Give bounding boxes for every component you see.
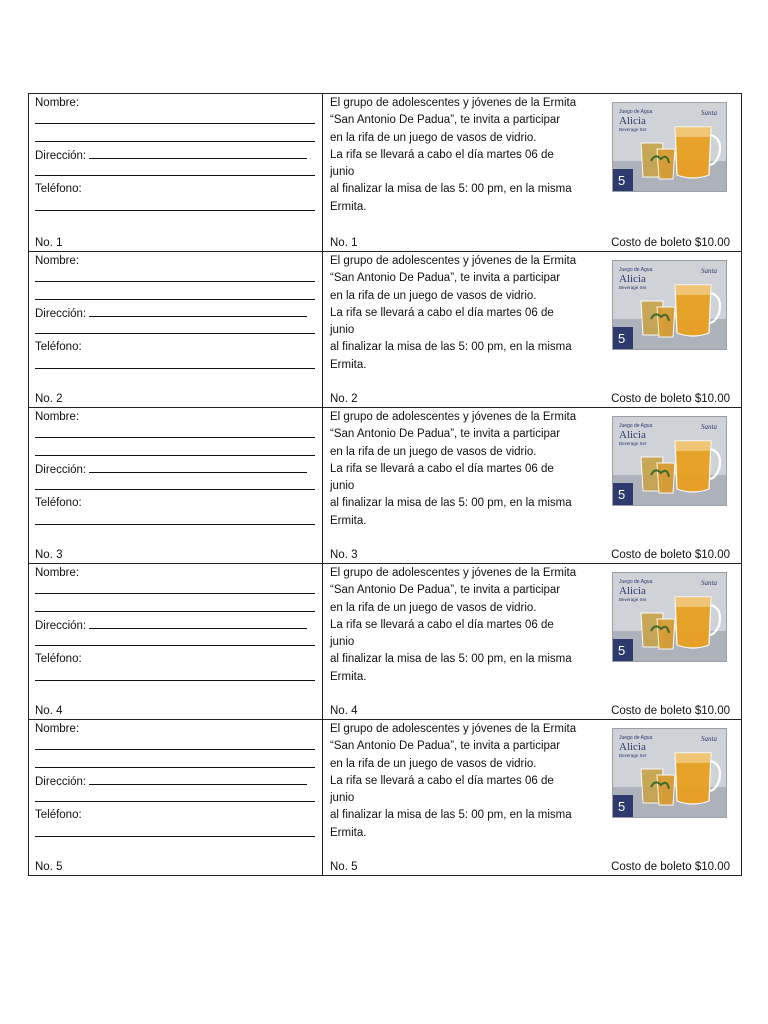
phone-line[interactable] [35, 669, 316, 686]
invitation-line: en la rifa de un juego de vasos de vidrio. [330, 445, 537, 458]
glass-set-photo [612, 728, 727, 818]
invitation-line: El grupo de adolescentes y jóvenes de la Ermita [330, 723, 577, 735]
glass-set-photo [612, 260, 727, 350]
name-line-2[interactable] [35, 756, 316, 773]
invitation-line: junio [330, 166, 355, 179]
ticket-main [324, 408, 741, 563]
address-blank-2[interactable] [35, 790, 315, 802]
address-label: Dirección: [35, 619, 87, 632]
phone-blank[interactable] [35, 357, 315, 369]
raffle-ticket [29, 407, 741, 563]
address-row[interactable] [35, 461, 316, 478]
glass-set-illustration [613, 729, 726, 817]
name-line-2[interactable] [35, 130, 316, 147]
glass-2 [657, 775, 675, 805]
phone-blank[interactable] [35, 669, 315, 681]
invitation-line: junio [330, 480, 355, 493]
ticket-stub [29, 408, 323, 563]
name-blank-2[interactable] [35, 288, 315, 300]
name-label: Nombre: [35, 97, 80, 109]
ticket-main [324, 720, 741, 875]
glass-set-illustration [613, 417, 726, 505]
address-label: Dirección: [35, 775, 87, 788]
address-line-2[interactable] [35, 164, 316, 181]
address-label: Dirección: [35, 463, 87, 476]
name-blank-1[interactable] [35, 738, 315, 750]
box-logo: Santa [701, 267, 717, 275]
name-line-2[interactable] [35, 600, 316, 617]
invitation-line: El grupo de adolescentes y jóvenes de la Ermita [330, 97, 577, 109]
invitation-line: al finalizar la misa de las 5: 00 pm, en la misma [330, 341, 572, 354]
address-blank-1[interactable] [89, 773, 307, 785]
invitation-line: Ermita. [330, 826, 367, 839]
ticket-price: Costo de boleto $10.00 [611, 393, 730, 405]
invitation-line: al finalizar la misa de las 5: 00 pm, en la misma [330, 809, 572, 822]
box-logo: Santa [701, 735, 717, 743]
invitation-text [330, 409, 598, 530]
ticket-stub [29, 564, 323, 719]
box-count: 5 [618, 643, 626, 658]
phone-blank[interactable] [35, 825, 315, 837]
invitation-line: al finalizar la misa de las 5: 00 pm, en la misma [330, 653, 572, 666]
name-label-row [35, 409, 316, 426]
address-label: Dirección: [35, 307, 87, 320]
address-blank-2[interactable] [35, 478, 315, 490]
invitation-line: El grupo de adolescentes y jóvenes de la Ermita [330, 255, 577, 267]
phone-label-row [35, 495, 316, 512]
raffle-ticket [29, 563, 741, 719]
name-blank-2[interactable] [35, 130, 315, 142]
ticket-stub [29, 94, 323, 251]
box-name: Alicia [619, 273, 646, 285]
invitation-line: en la rifa de un juego de vasos de vidrio. [330, 757, 537, 770]
stub-number: No. 1 [35, 237, 63, 249]
main-number: No. 2 [330, 393, 358, 405]
invitation-line: “San Antonio De Padua”, te invita a participar [330, 584, 561, 597]
phone-label: Teléfono: [35, 497, 82, 510]
box-brand-small: Juego de Agua [619, 735, 653, 741]
box-logo: Santa [701, 579, 717, 587]
box-count: 5 [618, 331, 626, 346]
name-line-2[interactable] [35, 288, 316, 305]
invitation-line: El grupo de adolescentes y jóvenes de la Ermita [330, 567, 577, 579]
glass-set-photo [612, 416, 727, 506]
ticket-main [324, 564, 741, 719]
box-count: 5 [618, 173, 626, 188]
address-label: Dirección: [35, 149, 87, 162]
box-brand-small: Juego de Agua [619, 579, 653, 585]
invitation-line: “San Antonio De Padua”, te invita a participar [330, 740, 561, 753]
ticket-main [324, 94, 741, 251]
invitation-line: La rifa se llevará a cabo el día martes 06 de [330, 148, 554, 161]
pitcher-top [675, 127, 711, 137]
phone-label-row [35, 807, 316, 824]
address-line-2[interactable] [35, 634, 316, 651]
invitation-line: La rifa se llevará a cabo el día martes 06 de [330, 774, 554, 787]
name-blank-2[interactable] [35, 600, 315, 612]
stub-number: No. 4 [35, 705, 63, 717]
main-number: No. 3 [330, 549, 358, 561]
phone-line[interactable] [35, 357, 316, 374]
phone-label-row [35, 651, 316, 668]
address-row[interactable] [35, 147, 316, 164]
name-label: Nombre: [35, 255, 80, 267]
invitation-line: en la rifa de un juego de vasos de vidrio. [330, 131, 537, 144]
name-label: Nombre: [35, 723, 80, 735]
stub-number: No. 2 [35, 393, 63, 405]
name-label-row [35, 95, 316, 112]
phone-blank[interactable] [35, 513, 315, 525]
invitation-line: junio [330, 324, 355, 337]
box-logo: Santa [701, 423, 717, 431]
invitation-line: al finalizar la misa de las 5: 00 pm, en la misma [330, 183, 572, 196]
glass-2 [657, 619, 675, 649]
box-subtitle: Beverage Set [619, 127, 647, 132]
name-label: Nombre: [35, 567, 80, 579]
stub-number: No. 5 [35, 861, 63, 873]
raffle-ticket [29, 94, 741, 251]
box-logo: Santa [701, 109, 717, 117]
box-name: Alicia [619, 429, 646, 441]
ticket-stub [29, 252, 323, 407]
glass-set-illustration [613, 103, 726, 191]
name-blank-1[interactable] [35, 582, 315, 594]
box-name: Alicia [619, 741, 646, 753]
name-line-1[interactable] [35, 426, 316, 443]
glass-2 [657, 307, 675, 337]
phone-label: Teléfono: [35, 809, 82, 822]
box-count: 5 [618, 799, 626, 814]
glass-set-photo [612, 102, 727, 192]
main-number: No. 4 [330, 705, 358, 717]
invitation-text [330, 565, 598, 686]
address-row[interactable] [35, 305, 316, 322]
box-name: Alicia [619, 585, 646, 597]
name-label-row [35, 253, 316, 270]
phone-label: Teléfono: [35, 653, 82, 666]
ticket-price: Costo de boleto $10.00 [611, 549, 730, 561]
invitation-line: “San Antonio De Padua”, te invita a participar [330, 114, 561, 127]
phone-blank[interactable] [35, 199, 315, 211]
address-blank-1[interactable] [89, 147, 307, 159]
glass-2 [657, 463, 675, 493]
ticket-price: Costo de boleto $10.00 [611, 237, 730, 249]
name-blank-1[interactable] [35, 270, 315, 282]
raffle-ticket [29, 251, 741, 407]
address-blank-1[interactable] [89, 305, 307, 317]
invitation-line: “San Antonio De Padua”, te invita a participar [330, 428, 561, 441]
invitation-line: El grupo de adolescentes y jóvenes de la Ermita [330, 411, 577, 423]
ticket-price: Costo de boleto $10.00 [611, 861, 730, 873]
box-subtitle: Beverage Set [619, 753, 647, 758]
invitation-line: Ermita. [330, 358, 367, 371]
ticket-stub [29, 720, 323, 875]
phone-label: Teléfono: [35, 341, 82, 354]
raffle-ticket-sheet [28, 93, 742, 876]
name-line-1[interactable] [35, 270, 316, 287]
address-line-2[interactable] [35, 790, 316, 807]
pitcher-top [675, 441, 711, 451]
box-count: 5 [618, 487, 626, 502]
stub-number: No. 3 [35, 549, 63, 561]
name-label: Nombre: [35, 411, 80, 423]
glass-set-photo [612, 572, 727, 662]
invitation-line: Ermita. [330, 514, 367, 527]
pitcher-top [675, 753, 711, 763]
address-line-2[interactable] [35, 478, 316, 495]
address-blank-1[interactable] [89, 461, 307, 473]
name-line-1[interactable] [35, 738, 316, 755]
address-row[interactable] [35, 773, 316, 790]
address-blank-2[interactable] [35, 322, 315, 334]
box-brand-small: Juego de Agua [619, 423, 653, 429]
invitation-text [330, 721, 598, 842]
box-brand-small: Juego de Agua [619, 267, 653, 273]
glass-set-illustration [613, 261, 726, 349]
invitation-line: en la rifa de un juego de vasos de vidrio. [330, 289, 537, 302]
invitation-line: en la rifa de un juego de vasos de vidrio. [330, 601, 537, 614]
invitation-text [330, 253, 598, 374]
address-line-2[interactable] [35, 322, 316, 339]
name-line-1[interactable] [35, 112, 316, 129]
phone-label-row [35, 339, 316, 356]
pitcher-top [675, 597, 711, 607]
invitation-line: La rifa se llevará a cabo el día martes 06 de [330, 306, 554, 319]
phone-label-row [35, 181, 316, 198]
glass-2 [657, 149, 675, 179]
box-name: Alicia [619, 115, 646, 127]
phone-label: Teléfono: [35, 183, 82, 196]
address-row[interactable] [35, 617, 316, 634]
ticket-price: Costo de boleto $10.00 [611, 705, 730, 717]
invitation-line: La rifa se llevará a cabo el día martes 06 de [330, 618, 554, 631]
ticket-main [324, 252, 741, 407]
address-blank-1[interactable] [89, 617, 307, 629]
phone-line[interactable] [35, 199, 316, 216]
pitcher-top [675, 285, 711, 295]
name-blank-2[interactable] [35, 756, 315, 768]
name-line-1[interactable] [35, 582, 316, 599]
phone-line[interactable] [35, 513, 316, 530]
phone-line[interactable] [35, 825, 316, 842]
box-subtitle: Beverage Set [619, 441, 647, 446]
address-blank-2[interactable] [35, 164, 315, 176]
name-blank-2[interactable] [35, 444, 315, 456]
invitation-line: junio [330, 792, 355, 805]
name-label-row [35, 565, 316, 582]
name-blank-1[interactable] [35, 426, 315, 438]
raffle-ticket [29, 719, 741, 875]
box-brand-small: Juego de Agua [619, 109, 653, 115]
invitation-line: “San Antonio De Padua”, te invita a participar [330, 272, 561, 285]
name-label-row [35, 721, 316, 738]
invitation-line: junio [330, 636, 355, 649]
name-line-2[interactable] [35, 444, 316, 461]
box-subtitle: Beverage Set [619, 285, 647, 290]
glass-set-illustration [613, 573, 726, 661]
address-blank-2[interactable] [35, 634, 315, 646]
main-number: No. 5 [330, 861, 358, 873]
invitation-text [330, 95, 598, 216]
name-blank-1[interactable] [35, 112, 315, 124]
invitation-line: al finalizar la misa de las 5: 00 pm, en la misma [330, 497, 572, 510]
main-number: No. 1 [330, 237, 358, 249]
invitation-line: Ermita. [330, 200, 367, 213]
invitation-line: Ermita. [330, 670, 367, 683]
invitation-line: La rifa se llevará a cabo el día martes 06 de [330, 462, 554, 475]
box-subtitle: Beverage Set [619, 597, 647, 602]
